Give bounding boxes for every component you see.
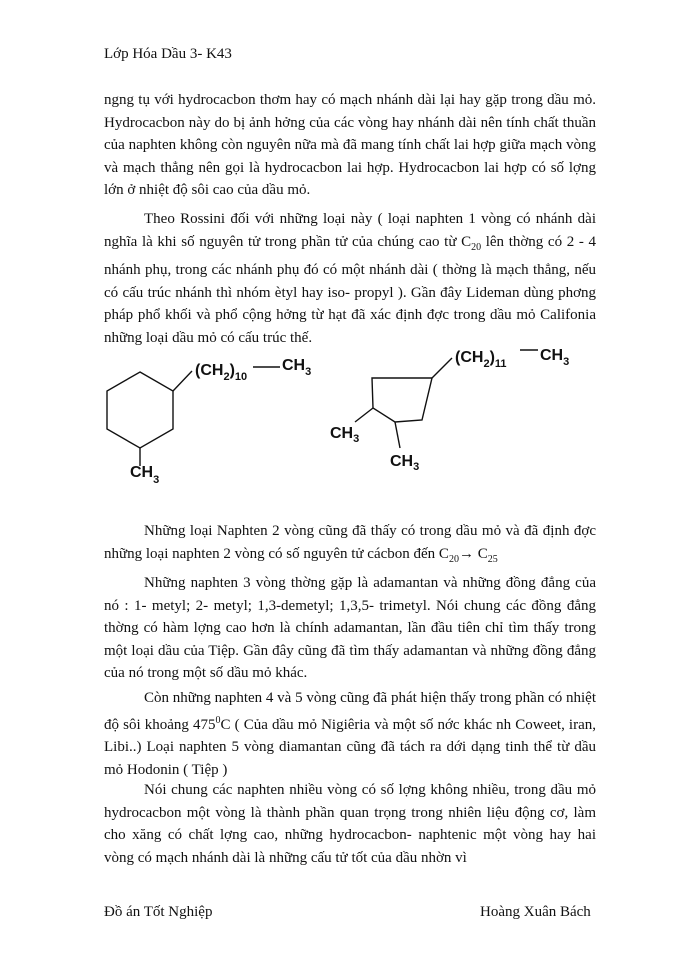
paragraph-1	[104, 89, 596, 202]
paragraph-1-text: ngng tụ với hydrocacbon thơm hay có mạch nhánh dài lại hay gặp trong dầu mỏ. Hydrocacbon này do bị ảnh hởng của các vòng hay nhánh dài nên tính chất thuần của naphten không còn nguyên nữa mà đã mang tính chất lai hợp giữa mạch vòng và mạch thẳng nên gọi là hydrocacbon lai hợp. Hydrocacbon lai hợp có số lợng lớn ở nhiệt độ sôi cao của dầu mỏ.	[104, 92, 596, 198]
paragraph-2	[104, 208, 596, 349]
paragraph-3-subscript-2: 25	[487, 553, 498, 565]
footer-right: Hoàng Xuân Bách	[480, 904, 591, 920]
paragraph-6	[104, 779, 596, 869]
paragraph-5-text	[104, 687, 596, 781]
right-ring-methyl-label-2: $CH_3$	[390, 453, 420, 473]
paragraph-5-superscript: 0	[215, 714, 221, 726]
paragraph-4	[104, 572, 596, 685]
right-ring-methyl-label-1: $CH_3$	[330, 425, 360, 445]
paragraph-3	[104, 520, 596, 571]
paragraph-5	[104, 687, 596, 781]
paragraph-3-subscript-1: 20	[448, 553, 459, 565]
cyclohexane-structure	[107, 367, 280, 466]
chemical-structures	[100, 340, 600, 510]
page-header: Lớp Hóa Dầu 3- K43	[104, 46, 232, 62]
arrow-icon: →	[458, 545, 474, 562]
right-end-methyl-label: $CH_3$	[540, 347, 570, 368]
left-chain-label: $(CH_2)_{10}$	[195, 362, 248, 383]
paragraph-5-part-a: Còn những naphten 4 và 5 vòng cũng đã phát hiện thấy trong phần có nhiệt độ sôi khoảng 475	[104, 690, 596, 733]
footer-left: Đồ án Tốt Nghiệp	[104, 904, 213, 920]
paragraph-5-part-c: C ( Của dầu mỏ Nigiêria và một số nớc khác nh Coweet, iran, Libi..) Loại naphten 5 vòng diamantan cũng đã tách ra dới dạng tinh thể từ dầu mỏ Hodonin ( Tiệp )	[104, 716, 596, 778]
cyclopentane-structure	[355, 350, 538, 448]
paragraph-3-part-a: Những loại Naphten 2 vòng cũng đã thấy có trong dầu mỏ và đã định đợc những loại naphten 2 vòng có số nguyên tử cácbon đến C	[104, 523, 596, 562]
paragraph-2-subscript: 20	[471, 241, 482, 253]
paragraph-2-text	[104, 208, 596, 349]
paragraph-3-part-d: C	[473, 545, 488, 562]
paragraph-6-text: Nói chung các naphten nhiều vòng có số lợng không nhiều, trong dầu mỏ hydrocacbon một vòng là thành phần quan trọng trong nhiên liệu động cơ, làm cho xăng có chất lợng cao, những hydrocacbon- naphtenic một vòng hay hai vòng có mạch nhánh dài là những cấu tử tốt của dầu nhờn vì	[104, 782, 596, 866]
paragraph-3-text	[104, 520, 596, 571]
left-end-methyl-label: $CH_3$	[282, 357, 312, 378]
paragraph-4-text: Những naphten 3 vòng thờng gặp là adamantan và những đồng đẳng của nó : 1- metyl; 2- metyl; 1,3-demetyl; 1,3,5- trimetyl. Nói chung các đồng đẳng thờng có hàm lợng cao hơn là chính adamantan, lần đầu tiên chỉ tìm thấy trong một loại dầu của Tiệp. Gần đây cũng đã tìm thấy adamantan và những đồng đẳng của nó trong một số dầu mỏ khác.	[104, 575, 596, 681]
paragraph-2-part-a: Theo Rossini đối với những loại này ( loại naphten 1 vòng có nhánh dài nghĩa là khi số nguyên tử trong phần tử của chúng cao từ C	[104, 211, 596, 250]
right-chain-label: $(CH_2)_{11}$	[455, 349, 507, 370]
paragraph-2-part-c: lên thờng có 2 - 4 nhánh phụ, trong các nhánh phụ đó có một nhánh dài ( thờng là mạch thẳng, nếu có cấu trúc nhánh thì nhóm ètyl hay iso- propyl ). Gần đây Lideman dùng phơng pháp phổ khối và phổ cộng hởng từ hạt đã xác định đợc trong dầu mỏ Califonia những loại dầu mỏ có cấu trúc thế.	[104, 233, 596, 346]
left-ring-methyl-label: $CH_3$	[130, 464, 160, 486]
